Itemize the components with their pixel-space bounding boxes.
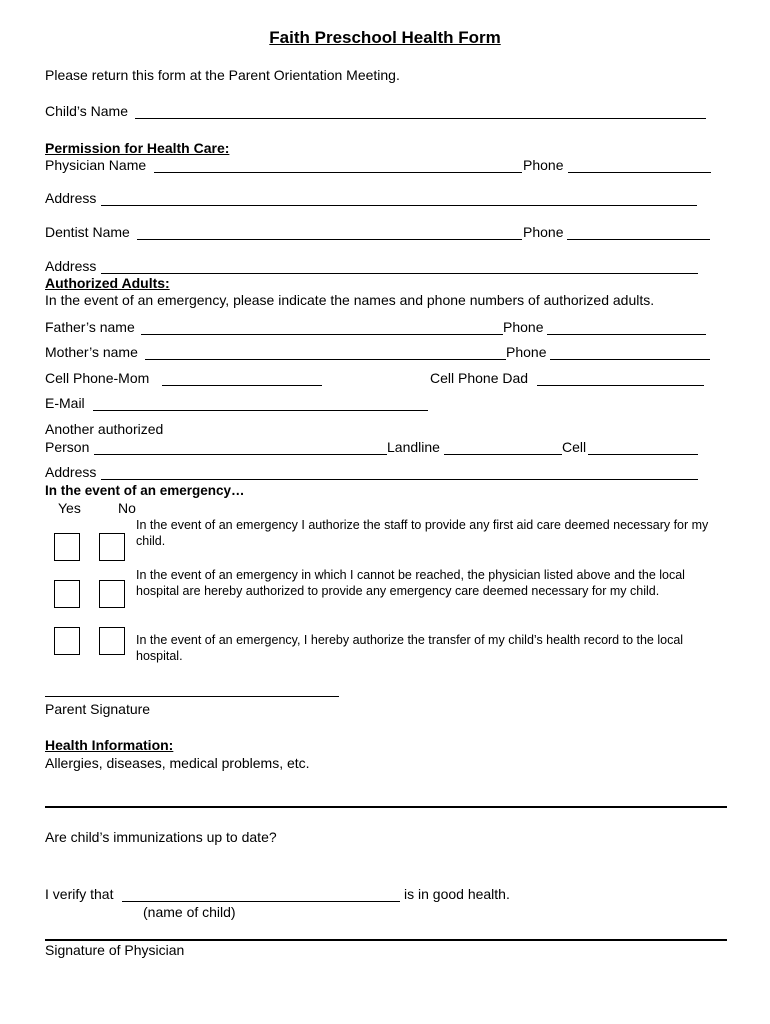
emergency-1-yes-checkbox[interactable] xyxy=(54,533,80,561)
parent-signature-label: Parent Signature xyxy=(45,701,151,717)
parent-signature-field[interactable] xyxy=(45,696,339,697)
no-column-label: No xyxy=(118,500,136,516)
yes-column-label: Yes xyxy=(58,500,81,516)
emergency-1-no-checkbox[interactable] xyxy=(99,533,125,561)
emergency-2-yes-checkbox[interactable] xyxy=(54,580,80,608)
cell-mom-field[interactable] xyxy=(162,385,322,386)
verify-suffix: is in good health. xyxy=(404,886,510,902)
emergency-1-text: In the event of an emergency I authorize the staff to provide any first aid care deemed necessary for my child. xyxy=(136,518,709,548)
permission-heading: Permission for Health Care: xyxy=(45,140,230,156)
physician-phone-field[interactable] xyxy=(568,172,711,173)
allergies-label: Allergies, diseases, medical problems, etc. xyxy=(45,755,310,771)
dentist-address-label: Address xyxy=(45,258,97,274)
another-address-field[interactable] xyxy=(101,479,698,480)
health-heading: Health Information: xyxy=(45,737,174,753)
another-address-label: Address xyxy=(45,464,97,480)
landline-label: Landline xyxy=(387,439,440,455)
emergency-3-text: In the event of an emergency, I hereby authorize the transfer of my child’s health record to the local hospital. xyxy=(136,633,684,663)
form-title: Faith Preschool Health Form xyxy=(269,28,501,47)
child-name-label: Child’s Name xyxy=(45,103,128,119)
another-authorized-label: Another authorized xyxy=(45,421,164,437)
dentist-name-field[interactable] xyxy=(137,239,522,240)
verify-prefix: I verify that xyxy=(45,886,114,902)
physician-address-label: Address xyxy=(45,190,97,206)
email-field[interactable] xyxy=(93,410,428,411)
physician-signature-field[interactable] xyxy=(45,939,727,941)
child-name-verify-field[interactable] xyxy=(122,901,400,902)
emergency-3-yes-checkbox[interactable] xyxy=(54,627,80,655)
father-name-field[interactable] xyxy=(141,334,503,335)
intro-text: Please return this form at the Parent Orientation Meeting. xyxy=(45,67,400,83)
physician-name-label: Physician Name xyxy=(45,157,147,173)
cell-dad-label: Cell Phone Dad xyxy=(430,370,529,386)
father-phone-label: Phone xyxy=(503,319,544,335)
dentist-phone-label: Phone xyxy=(523,224,564,240)
landline-field[interactable] xyxy=(444,454,562,455)
emergency-2-text: In the event of an emergency in which I cannot be reached, the physician listed above and the local hospital are hereby authorized to provide any emergency care deemed necessary for my child. xyxy=(136,568,685,598)
cell-label: Cell xyxy=(562,439,587,455)
email-label: E-Mail xyxy=(45,395,85,411)
child-name-field[interactable] xyxy=(135,118,706,119)
cell-field[interactable] xyxy=(588,454,698,455)
cell-mom-label: Cell Phone-Mom xyxy=(45,370,150,386)
name-of-child-caption: (name of child) xyxy=(143,904,236,920)
mother-phone-label: Phone xyxy=(506,344,547,360)
physician-name-field[interactable] xyxy=(154,172,522,173)
dentist-name-label: Dentist Name xyxy=(45,224,130,240)
father-phone-field[interactable] xyxy=(547,334,706,335)
emergency-2-no-checkbox[interactable] xyxy=(99,580,125,608)
mother-name-field[interactable] xyxy=(145,359,506,360)
emergency-heading: In the event of an emergency… xyxy=(45,483,245,498)
father-name-label: Father’s name xyxy=(45,319,135,335)
mother-name-label: Mother’s name xyxy=(45,344,138,360)
physician-phone-label: Phone xyxy=(523,157,564,173)
dentist-phone-field[interactable] xyxy=(567,239,710,240)
another-person-label: Person xyxy=(45,439,90,455)
mother-phone-field[interactable] xyxy=(550,359,710,360)
cell-dad-field[interactable] xyxy=(537,385,704,386)
dentist-address-field[interactable] xyxy=(101,273,698,274)
allergies-field[interactable] xyxy=(45,806,727,808)
authorized-heading: Authorized Adults: xyxy=(45,275,170,291)
authorized-intro: In the event of an emergency, please indicate the names and phone numbers of authorized adults. xyxy=(45,292,655,308)
physician-address-field[interactable] xyxy=(101,205,697,206)
another-person-field[interactable] xyxy=(94,454,387,455)
immunizations-label: Are child’s immunizations up to date? xyxy=(45,829,277,845)
physician-signature-label: Signature of Physician xyxy=(45,942,185,958)
emergency-3-no-checkbox[interactable] xyxy=(99,627,125,655)
